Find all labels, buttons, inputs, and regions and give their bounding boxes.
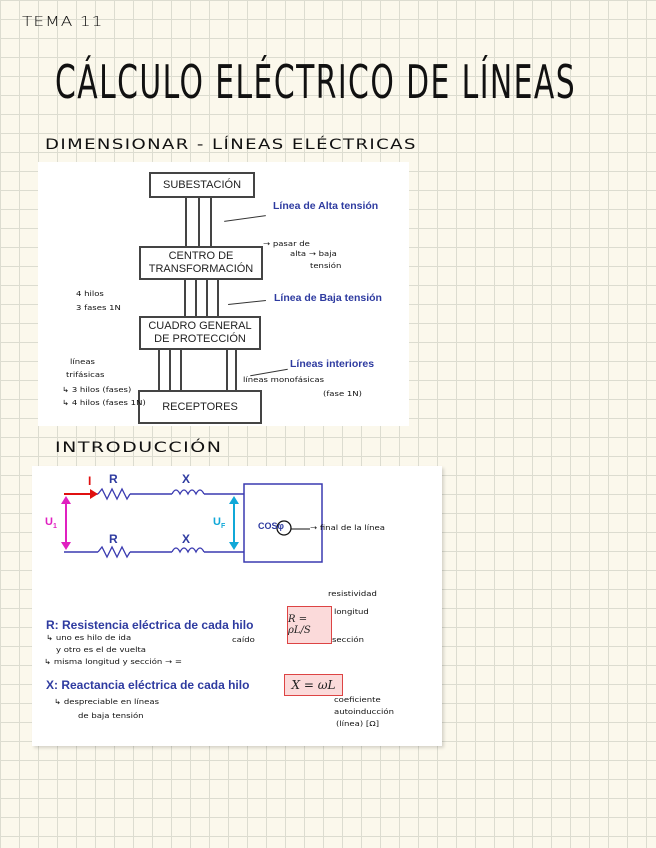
low-voltage-label: Línea de Baja tensión <box>274 292 382 304</box>
note-three-phase-2: trifásicas <box>66 371 105 380</box>
self-induction-annotation: autoinducción <box>334 708 394 717</box>
high-voltage-label: Línea de Alta tensión <box>273 200 379 212</box>
note-single-phase-2: (fase 1N) <box>323 390 362 399</box>
protection-box <box>139 316 261 350</box>
note-transform-2: alta → baja <box>290 250 337 259</box>
resistance-bottom-label: R <box>109 532 118 546</box>
section-heading-introduccion: INTRODUCCIÓN <box>55 439 223 456</box>
resistance-note-caido: caído <box>232 636 255 645</box>
distribution-diagram <box>38 162 409 426</box>
transformer-label-2: TRANSFORMACIÓN <box>148 263 254 275</box>
resistance-note-2: y otro es el de vuelta <box>56 646 147 655</box>
power-factor-label: COSφ <box>258 521 284 531</box>
note-transform-1: → pasar de <box>263 240 310 249</box>
note-three-phase-4: ↳ 4 hilos (fases 1N) <box>62 399 146 408</box>
resistance-top-label: R <box>109 472 118 486</box>
transformer-box <box>139 246 263 280</box>
substation-box <box>149 172 255 198</box>
u1-label: $U_1$ <box>45 516 57 531</box>
resistance-definition: R: Resistencia eléctrica de cada hilo <box>46 618 254 632</box>
substation-label: SUBESTACIÓN <box>162 178 242 191</box>
note-wires-1: 4 hilos <box>76 290 104 299</box>
note-three-phase-3: ↳ 3 hilos (fases) <box>62 386 132 395</box>
reactance-top-label: X <box>182 472 191 486</box>
section-annotation: sección <box>332 636 364 645</box>
note-single-phase-1: líneas monofásicas <box>243 376 325 385</box>
resistance-formula: R = ρL/S <box>287 606 332 644</box>
note-wires-2: 3 fases 1N <box>76 304 121 313</box>
end-of-line-note: → final de la línea <box>310 524 385 533</box>
protection-label-1: CUADRO GENERAL <box>148 320 252 332</box>
coefficient-annotation: coeficiente <box>334 696 381 705</box>
circuit-schematic <box>32 466 442 616</box>
length-annotation: longitud <box>334 608 369 617</box>
section-heading-dimensionar: DIMENSIONAR - LÍNEAS ELÉCTRICAS <box>45 136 417 153</box>
reactance-formula: X = ωL <box>284 674 343 696</box>
reactance-bottom-label: X <box>182 532 191 546</box>
current-label: I <box>88 474 92 488</box>
resistance-note-3: ↳ misma longitud y sección → = <box>44 658 182 667</box>
line-model-diagram <box>32 466 442 746</box>
line-unit-annotation: (línea) [Ω] <box>336 720 380 729</box>
reactance-definition: X: Reactancia eléctrica de cada hilo <box>46 678 250 692</box>
resistivity-annotation: resistividad <box>328 590 377 599</box>
receivers-box <box>138 390 262 424</box>
resistance-note-1: ↳ uno es hilo de ida <box>46 634 132 643</box>
note-transform-3: tensión <box>310 262 342 271</box>
receivers-label: RECEPTORES <box>162 400 238 413</box>
reactance-note-1: ↳ despreciable en líneas <box>54 698 160 707</box>
note-three-phase-1: líneas <box>70 358 95 367</box>
page-title: CÁLCULO ELÉCTRICO DE LÍNEAS <box>55 55 577 109</box>
interior-lines-label: Líneas interiores <box>290 358 375 370</box>
topic-number: TEMA 11 <box>22 14 104 30</box>
reactance-note-2: de baja tensión <box>78 712 144 721</box>
protection-label-2: DE PROTECCIÓN <box>154 333 246 345</box>
uf-label: $U_F$ <box>213 516 226 531</box>
transformer-label-1: CENTRO DE <box>168 250 234 262</box>
